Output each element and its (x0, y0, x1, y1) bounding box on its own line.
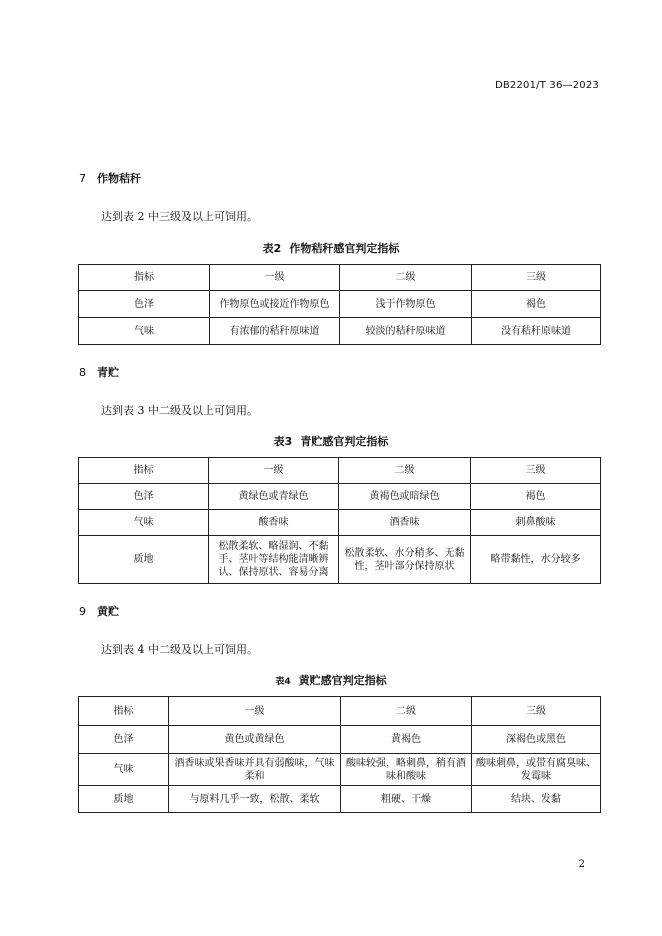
table-cell: 酸味刺鼻，或带有腐臭味、发霉味 (472, 754, 601, 786)
table-row (79, 726, 601, 754)
header-cell: 二级 (341, 697, 472, 726)
section-title: 青贮 (97, 366, 119, 379)
table-2-caption (0, 240, 662, 256)
header-cell: 指标 (79, 697, 169, 726)
table-cell: 深褐色或黑色 (472, 726, 601, 754)
table-cell: 黄色或黄绿色 (169, 726, 341, 754)
header-cell: 三级 (472, 265, 601, 291)
table-cell: 没有秸秆原味道 (472, 318, 601, 345)
table-cell: 与原料几乎一致，松散、柔软 (169, 786, 341, 813)
section-number: 8 (79, 366, 86, 379)
table-cell: 气味 (79, 318, 210, 345)
section-number: 9 (79, 605, 86, 618)
section-number: 7 (79, 172, 86, 185)
header-cell: 二级 (340, 265, 472, 291)
table-cell: 质地 (79, 786, 169, 813)
table-label: 表3 (273, 435, 293, 448)
table-cell: 黄绿色或青绿色 (209, 484, 339, 510)
header-cell: 一级 (169, 697, 341, 726)
table-cell: 酸香味 (209, 510, 339, 536)
header-cell: 一级 (209, 458, 339, 484)
section-9-intro: 达到表 4 中二级及以上可饲用。 (101, 643, 258, 656)
table-cell: 有浓郁的秸秆原味道 (210, 318, 340, 345)
standard-code: DB2201/T 36—2023 (494, 80, 599, 91)
header-cell: 二级 (339, 458, 471, 484)
table-title: 青贮感官判定指标 (300, 435, 389, 448)
table-cell: 气味 (79, 754, 169, 786)
header-cell: 三级 (471, 458, 601, 484)
table-row (79, 318, 601, 345)
table-3 (78, 457, 601, 584)
header-cell: 指标 (79, 458, 209, 484)
table-title: 作物秸秆感官判定指标 (289, 242, 400, 255)
table-cell: 褐色 (471, 484, 601, 510)
table-cell: 酸味较强，略刺鼻，稍有酒味和酸味 (341, 754, 472, 786)
table-label: 表2 (262, 242, 282, 255)
table-cell: 结块、发黏 (472, 786, 601, 813)
table-label: 表4 (275, 677, 291, 687)
table-cell: 酒香味 (339, 510, 471, 536)
table-header-row (79, 458, 601, 484)
table-cell: 质地 (79, 536, 209, 584)
section-8-intro: 达到表 3 中二级及以上可饲用。 (101, 404, 258, 417)
section-8-heading (79, 364, 119, 380)
table-row (79, 484, 601, 510)
section-7-heading (79, 170, 141, 186)
section-9-heading (79, 603, 119, 619)
table-cell: 黄褐色 (341, 726, 472, 754)
page-number: 2 (578, 859, 585, 870)
table-3-caption (0, 433, 662, 449)
table-cell: 浅于作物原色 (340, 291, 472, 318)
table-header-row (79, 265, 601, 291)
table-cell: 松散柔软、略湿润、不黏手、茎叶等结构能清晰辨认、保持原状、容易分离 (209, 536, 339, 584)
table-cell: 刺鼻酸味 (471, 510, 601, 536)
section-7-intro: 达到表 2 中三级及以上可饲用。 (101, 210, 258, 223)
table-cell: 酒香味或果香味并具有弱酸味，气味柔和 (169, 754, 341, 786)
table-cell: 褐色 (472, 291, 601, 318)
table-cell: 作物原色或接近作物原色 (210, 291, 340, 318)
table-cell: 气味 (79, 510, 209, 536)
table-title: 黄贮感官判定指标 (298, 674, 387, 687)
table-cell: 色泽 (79, 484, 209, 510)
table-cell: 色泽 (79, 726, 169, 754)
table-cell: 较淡的秸秆原味道 (340, 318, 472, 345)
table-4-caption (0, 672, 662, 688)
table-row (79, 786, 601, 813)
table-cell: 粗硬、干燥 (341, 786, 472, 813)
table-cell: 黄褐色或暗绿色 (339, 484, 471, 510)
header-cell: 指标 (79, 265, 210, 291)
header-cell: 一级 (210, 265, 340, 291)
table-cell: 略带黏性，水分较多 (471, 536, 601, 584)
table-4 (78, 696, 601, 813)
table-header-row (79, 697, 601, 726)
header-cell: 三级 (472, 697, 601, 726)
table-cell: 色泽 (79, 291, 210, 318)
table-row (79, 291, 601, 318)
table-row (79, 536, 601, 584)
section-title: 黄贮 (97, 605, 119, 618)
table-row (79, 754, 601, 786)
table-row (79, 510, 601, 536)
section-title: 作物秸秆 (97, 172, 141, 185)
table-cell: 松散柔软、水分稍多、无黏性，茎叶部分保持原状 (339, 536, 471, 584)
table-2 (78, 264, 601, 345)
